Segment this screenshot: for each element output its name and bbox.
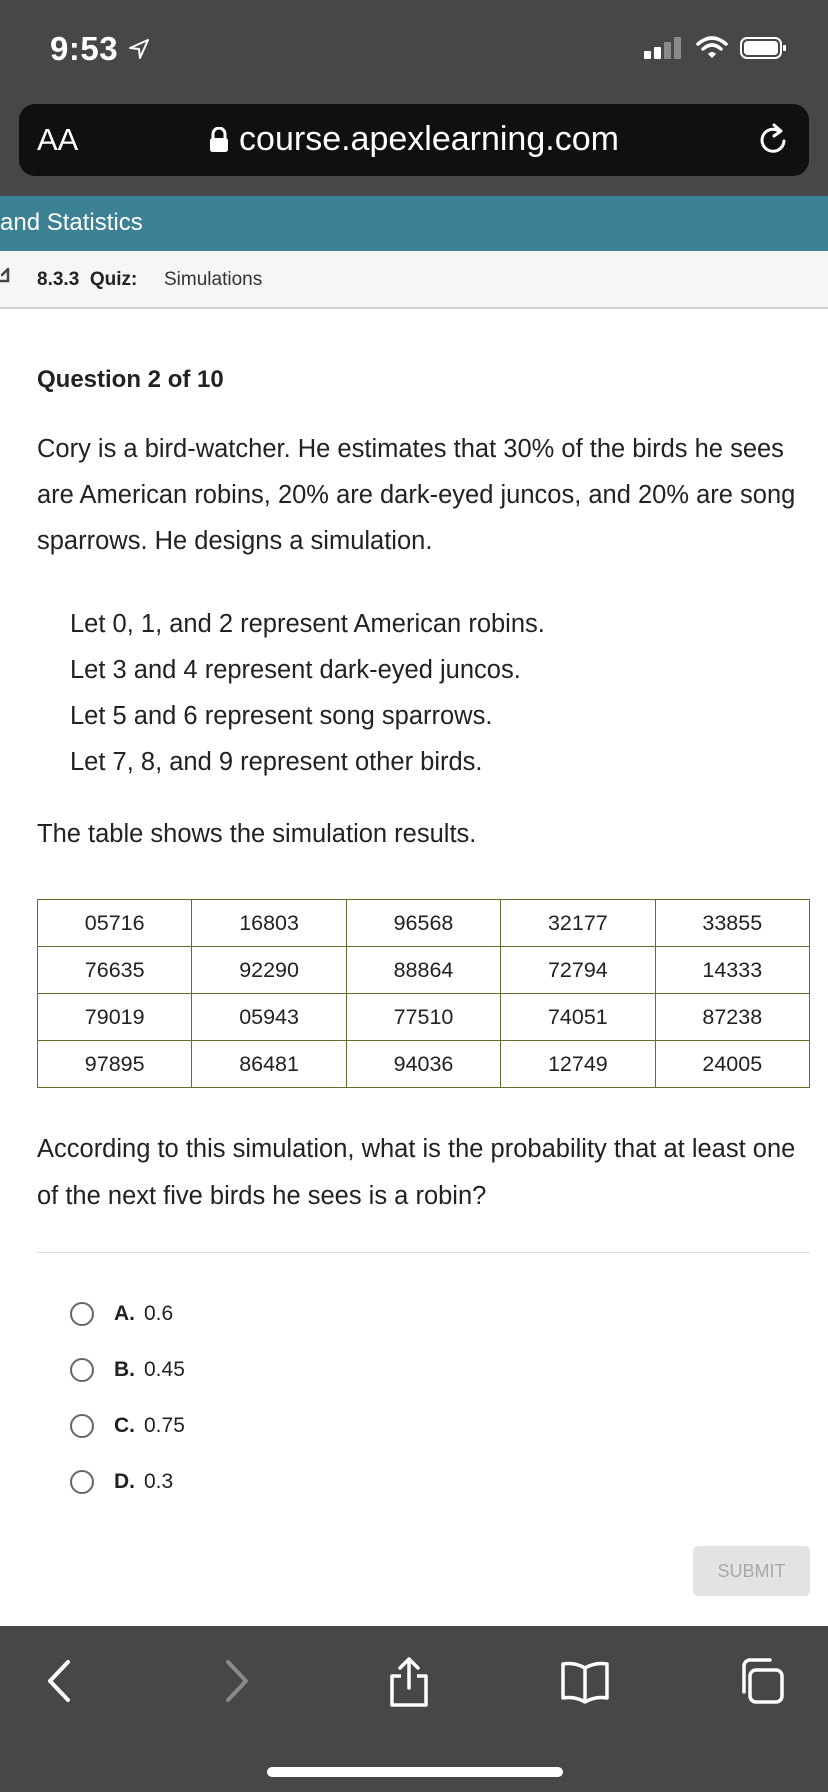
radio-button[interactable] [70,1414,94,1438]
reload-icon[interactable] [757,122,791,158]
option-a[interactable] [70,1286,185,1342]
course-title: and Statistics [0,209,143,236]
table-cell: 96568 [346,900,500,947]
home-indicator[interactable] [267,1767,563,1777]
back-arrow-icon[interactable] [0,267,16,289]
address-bar[interactable] [19,104,809,176]
course-header [0,196,828,251]
table-cell: 33855 [655,900,809,947]
answer-options [70,1286,185,1510]
table-cell: 87238 [655,994,809,1041]
table-cell: 14333 [655,947,809,994]
table-row [38,947,810,994]
table-cell: 24005 [655,1041,809,1088]
table-cell: 97895 [38,1041,192,1088]
option-text: 0.3 [144,1470,174,1493]
option-letter: D. [114,1470,135,1493]
divider [37,1252,810,1253]
tabs-icon[interactable] [736,1656,786,1706]
quiz-label: Quiz: [89,269,138,290]
url-text: course.apexlearning.com [239,120,619,158]
back-icon[interactable] [40,1656,80,1706]
table-cell: 77510 [346,994,500,1041]
table-cell: 79019 [38,994,192,1041]
submit-button[interactable]: SUBMIT [693,1546,810,1596]
share-icon[interactable] [386,1656,432,1708]
table-cell: 32177 [501,900,655,947]
table-cell: 94036 [346,1041,500,1088]
wifi-icon [696,36,728,60]
simulation-rules [70,601,545,785]
radio-button[interactable] [70,1358,94,1382]
rule-item: Let 0, 1, and 2 represent American robins. [70,610,545,638]
quiz-number-value: 8.3.3 [37,269,80,290]
status-time [50,30,150,68]
rule-item: Let 3 and 4 represent dark-eyed juncos. [70,656,521,684]
lock-icon [209,127,229,153]
url-display[interactable] [19,120,809,159]
option-letter: C. [114,1414,135,1437]
rule-item: Let 7, 8, and 9 represent other birds. [70,748,483,776]
quiz-name: Simulations [164,269,263,290]
table-cell: 05943 [192,994,346,1041]
table-cell: 12749 [501,1041,655,1088]
option-letter: B. [114,1358,135,1381]
location-arrow-icon [128,38,150,60]
table-cell: 86481 [192,1041,346,1088]
option-letter: A. [114,1302,135,1325]
table-cell: 05716 [38,900,192,947]
browser-chrome [0,0,828,196]
time-text: 9:53 [50,30,119,67]
radio-button[interactable] [70,1302,94,1326]
option-text: 0.6 [144,1302,174,1325]
bookmarks-icon[interactable] [560,1656,610,1706]
text-size-button[interactable]: AA [37,122,79,157]
table-cell: 72794 [501,947,655,994]
option-text: 0.75 [144,1414,185,1437]
option-c[interactable] [70,1398,185,1454]
radio-button[interactable] [70,1470,94,1494]
battery-icon [740,36,788,60]
status-icons [644,36,788,60]
question-prompt: According to this simulation, what is the probability that at least one of the next five birds he sees is a robin? [37,1135,796,1210]
quiz-number [37,269,137,291]
option-b[interactable] [70,1342,185,1398]
signal-icon [644,36,684,60]
table-cell: 76635 [38,947,192,994]
simulation-table [37,899,810,1088]
table-intro: The table shows the simulation results. [37,820,477,848]
table-cell: 88864 [346,947,500,994]
table-cell: 92290 [192,947,346,994]
forward-icon[interactable] [216,1656,256,1706]
table-row [38,1041,810,1088]
table-row [38,900,810,947]
table-cell: 16803 [192,900,346,947]
question-stem: Cory is a bird-watcher. He estimates that 30% of the birds he sees are American robins, 20% are dark-eyed juncos, and 20% are song sparrows. He designs a simulation. [37,435,796,555]
option-d[interactable] [70,1454,185,1510]
option-text: 0.45 [144,1358,185,1381]
quiz-header [0,251,828,309]
rule-item: Let 5 and 6 represent song sparrows. [70,702,493,730]
question-header: Question 2 of 10 [37,366,224,393]
table-row [38,994,810,1041]
table-cell: 74051 [501,994,655,1041]
